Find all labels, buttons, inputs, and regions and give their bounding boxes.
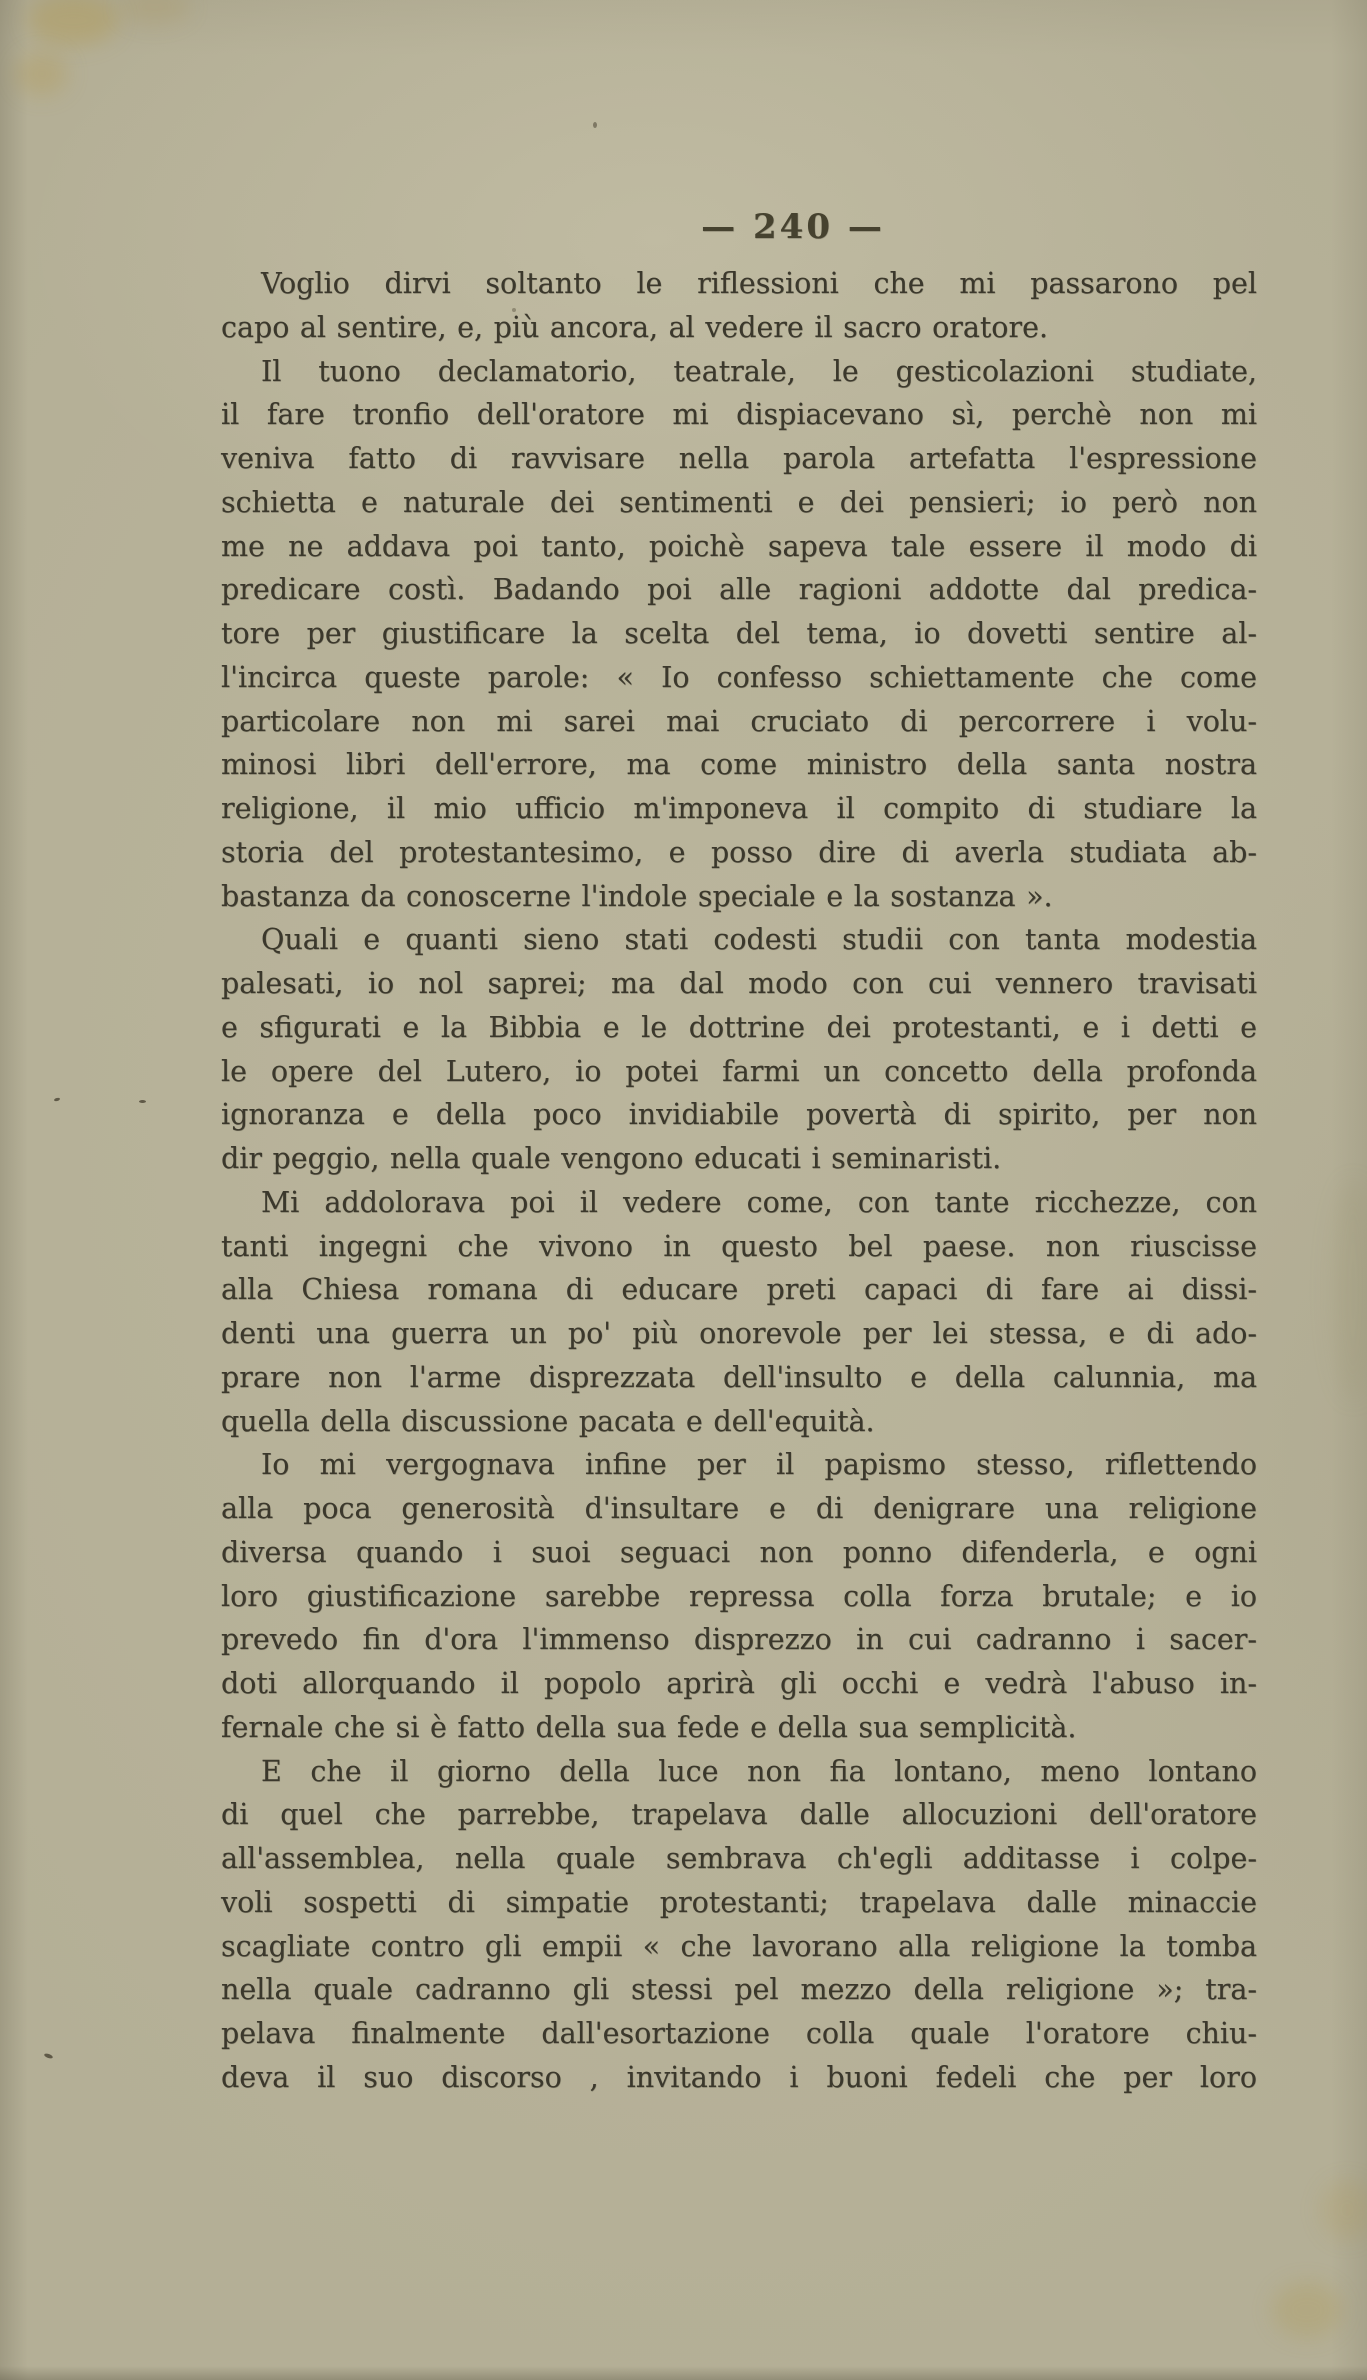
text-line: l'incirca queste parole: « Io confesso schiettamente che come xyxy=(221,660,1257,694)
text-line: quella della discussione pacata e dell'equità. xyxy=(221,1404,875,1438)
text-line: storia del protestantesimo, e posso dire di averla studiata ab- xyxy=(221,835,1257,869)
text-line: Io mi vergognava infine per il papismo stesso, riflettendo xyxy=(261,1448,1257,1482)
text-line: loro giustificazione sarebbe repressa colla forza brutale; e io xyxy=(221,1579,1257,1613)
text-line: scagliate contro gli empii « che lavorano alla religione la tomba xyxy=(221,1929,1257,1963)
ink-speck xyxy=(139,1100,146,1103)
text-line: di quel che parrebbe, trapelava dalle allocuzioni dell'oratore xyxy=(221,1798,1257,1832)
text-line: palesati, io nol saprei; ma dal modo con cui vennero travisati xyxy=(221,967,1257,1000)
paper-stain xyxy=(16,52,68,96)
text-line: il fare tronfio dell'oratore mi dispiacevano sì, perchè non mi xyxy=(221,398,1257,432)
page-text xyxy=(221,262,1257,2100)
text-line: predicare costì. Badando poi alle ragioni addotte dal predica- xyxy=(221,573,1257,607)
text-line: Voglio dirvi soltanto le riflessioni che mi passarono pel xyxy=(261,267,1257,300)
text-line: alla Chiesa romana di educare preti capaci di fare ai dissi- xyxy=(221,1273,1257,1307)
text-line: bastanza da conoscerne l'indole speciale e la sostanza ». xyxy=(221,879,1053,913)
text-line: deva il suo discorso , invitando i buoni fedeli che per loro xyxy=(221,2060,1257,2094)
text-line: schietta e naturale dei sentimenti e dei pensieri; io però non xyxy=(221,485,1257,519)
text-line: pelava finalmente dall'esortazione colla quale l'oratore chiu- xyxy=(221,2017,1257,2050)
text-line: all'assemblea, nella quale sembrava ch'egli additasse i colpe- xyxy=(221,1842,1257,1875)
text-line: minosi libri dell'errore, ma come ministro della santa nostra xyxy=(221,748,1257,782)
text-line: voli sospetti di simpatie protestanti; trapelava dalle minaccie xyxy=(221,1885,1257,1919)
text-line: alla poca generosità d'insultare e di denigrare una religione xyxy=(221,1492,1257,1525)
text-line: E che il giorno della luce non fia lontano, meno lontano xyxy=(261,1754,1257,1788)
text-line: tore per giustificare la scelta del tema, io dovetti sentire al- xyxy=(221,617,1257,650)
text-line: ignoranza e della poco invidiabile povertà di spirito, per non xyxy=(221,1098,1257,1132)
text-line: Mi addolorava poi il vedere come, con tante ricchezze, con xyxy=(261,1185,1257,1219)
text-line: religione, il mio ufficio m'imponeva il compito di studiare la xyxy=(221,792,1257,825)
page-number: — 240 — xyxy=(701,207,885,247)
text-line: le opere del Lutero, io potei farmi un concetto della profonda xyxy=(221,1054,1257,1088)
text-line: tanti ingegni che vivono in questo bel paese. non riuscisse xyxy=(221,1229,1257,1263)
text-line: fernale che si è fatto della sua fede e della sua semplicità. xyxy=(221,1710,1077,1744)
ink-speck xyxy=(593,122,597,128)
paper-stain xyxy=(1320,2180,1367,2240)
text-line: capo al sentire, e, più ancora, al vedere il sacro oratore. xyxy=(221,310,1048,344)
text-line: denti una guerra un po' più onorevole per lei stessa, e di ado- xyxy=(221,1317,1257,1350)
text-line: dir peggio, nella quale vengono educati i seminaristi. xyxy=(221,1142,1002,1175)
text-line: Quali e quanti sieno stati codesti studii con tanta modestia xyxy=(261,923,1257,957)
text-line: nella quale cadranno gli stessi pel mezzo della religione »; tra- xyxy=(221,1973,1257,2007)
text-line: veniva fatto di ravvisare nella parola artefatta l'espressione xyxy=(221,442,1257,475)
text-line: diversa quando i suoi seguaci non ponno difenderla, e ogni xyxy=(221,1535,1257,1569)
text-line: doti allorquando il popolo aprirà gli occhi e vedrà l'abuso in- xyxy=(221,1667,1257,1700)
text-line: e sfigurati e la Bibbia e le dottrine dei protestanti, e i detti e xyxy=(221,1010,1257,1044)
text-line: prare non l'arme disprezzata dell'insulto e della calunnia, ma xyxy=(221,1360,1257,1394)
text-line: prevedo fin d'ora l'immenso disprezzo in cui cadranno i sacer- xyxy=(221,1623,1257,1657)
text-line: Il tuono declamatorio, teatrale, le gesticolazioni studiate, xyxy=(261,354,1257,388)
paper-stain xyxy=(1272,2282,1342,2338)
text-line: me ne addava poi tanto, poichè sapeva tale essere il modo di xyxy=(221,529,1257,563)
text-line: particolare non mi sarei mai cruciato di percorrere i volu- xyxy=(221,704,1257,738)
